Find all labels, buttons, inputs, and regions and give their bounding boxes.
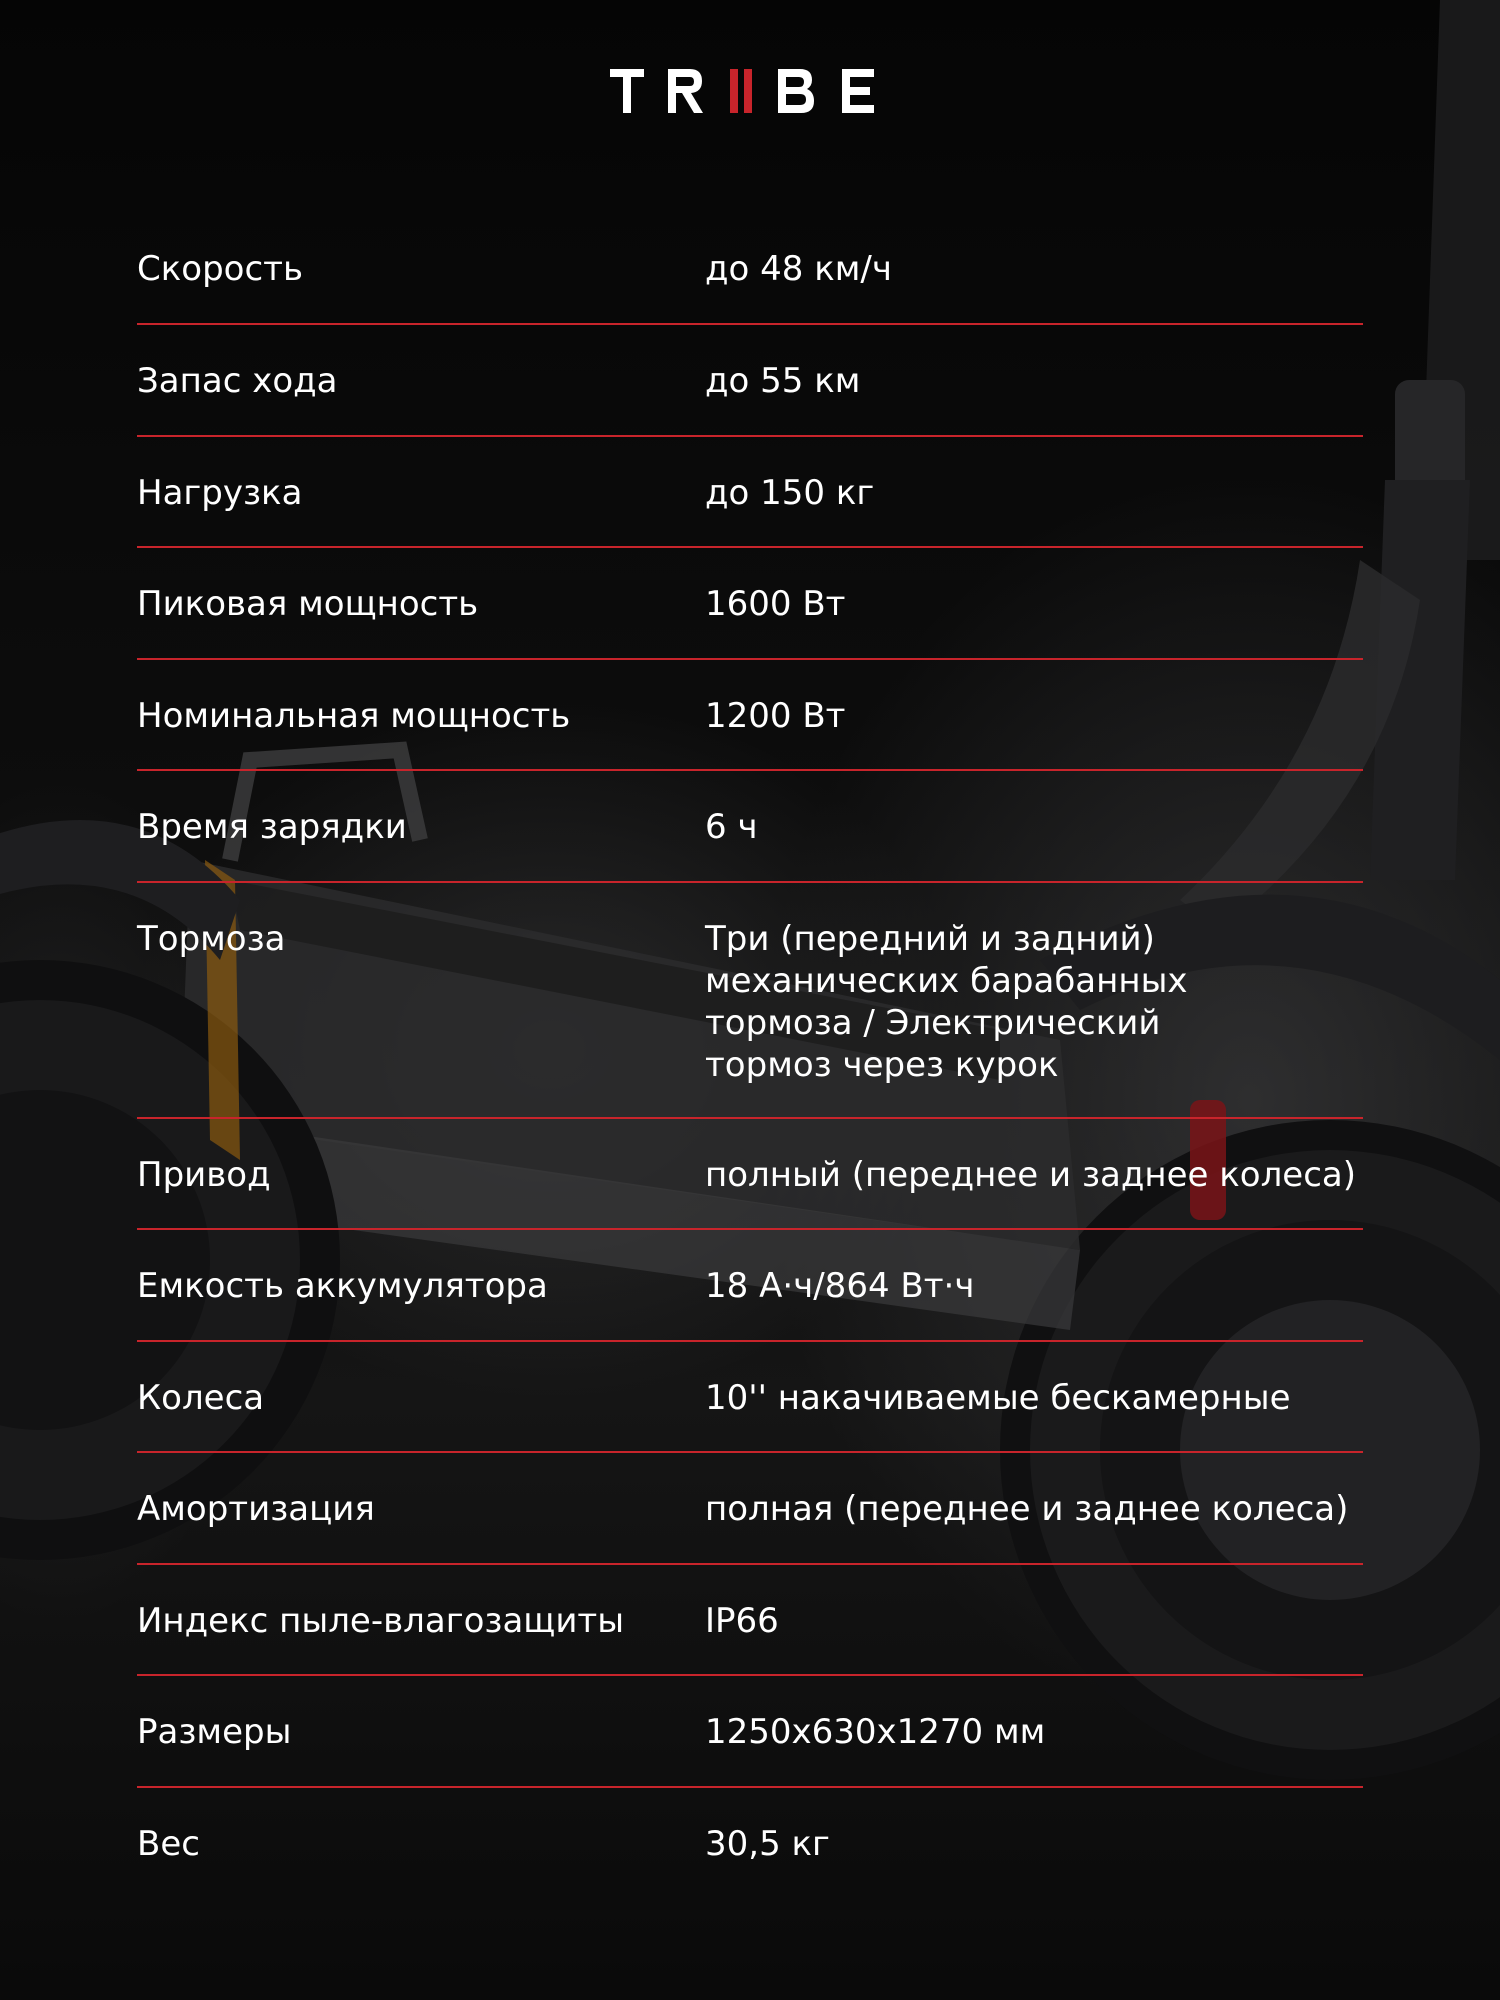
spec-value: 6 ч — [705, 807, 758, 847]
spec-row-drive — [137, 1119, 1363, 1231]
spec-value: 1200 Вт — [705, 695, 846, 736]
spec-row-brakes — [137, 883, 1363, 1119]
spec-label: Размеры — [137, 1712, 292, 1752]
spec-label: Привод — [137, 1154, 271, 1195]
spec-label: Пиковая мощность — [137, 584, 479, 624]
spec-row-nominal-power — [137, 660, 1363, 772]
spec-value: полный (переднее и заднее колеса) — [705, 1154, 1357, 1195]
spec-value: 1600 Вт — [705, 584, 846, 624]
spec-row-load — [137, 437, 1363, 549]
spec-label: Емкость аккумулятора — [137, 1266, 548, 1306]
brand-logo — [0, 62, 1500, 122]
spec-row-peak-power — [137, 548, 1363, 660]
spec-table — [137, 218, 1363, 1899]
spec-label: Индекс пыле-влагозащиты — [137, 1600, 625, 1641]
spec-row-dimensions — [137, 1676, 1363, 1788]
spec-label: Тормоза — [137, 918, 286, 959]
spec-row-range — [137, 325, 1363, 437]
spec-label: Нагрузка — [137, 472, 303, 513]
spec-value: Три (передний и задний) механических барабанных тормоза / Электрический тормоз через курок — [705, 918, 1188, 1085]
spec-row-wheels — [137, 1342, 1363, 1454]
spec-value: 30,5 кг — [705, 1823, 830, 1864]
spec-label: Амортизация — [137, 1489, 375, 1529]
spec-value: до 55 км — [705, 361, 861, 401]
spec-row-speed — [137, 218, 1363, 325]
spec-value: 10'' накачиваемые бескамерные — [705, 1377, 1291, 1418]
spec-label: Вес — [137, 1823, 200, 1864]
spec-label: Номинальная мощность — [137, 695, 571, 736]
spec-label: Колеса — [137, 1377, 265, 1418]
spec-row-suspension — [137, 1453, 1363, 1565]
spec-label: Запас хода — [137, 361, 338, 401]
spec-value: IP66 — [705, 1600, 779, 1641]
spec-value: полная (переднее и заднее колеса) — [705, 1489, 1349, 1529]
spec-value: 1250x630x1270 мм — [705, 1712, 1046, 1752]
spec-label: Время зарядки — [137, 807, 407, 847]
tribe-logo-icon — [610, 67, 890, 117]
spec-value: 18 А·ч/864 Вт·ч — [705, 1266, 975, 1306]
spec-value: до 150 кг — [705, 472, 875, 513]
spec-row-weight — [137, 1788, 1363, 1900]
spec-row-charge-time — [137, 771, 1363, 883]
spec-value: до 48 км/ч — [705, 249, 892, 289]
spec-row-battery — [137, 1230, 1363, 1342]
spec-row-ip-rating — [137, 1565, 1363, 1677]
spec-label: Скорость — [137, 249, 303, 289]
